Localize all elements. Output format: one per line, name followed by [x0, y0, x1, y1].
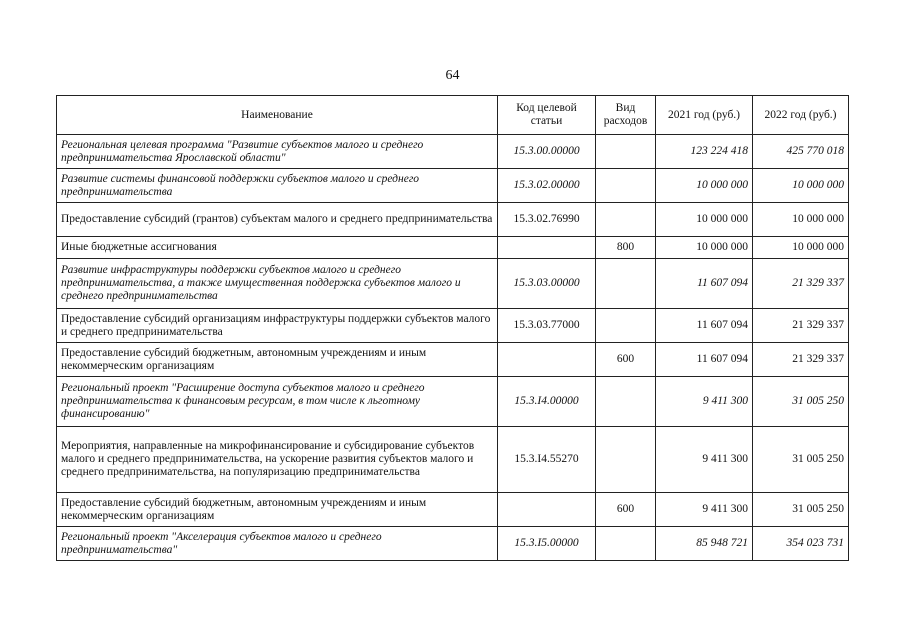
cell-2022: 31 005 250	[753, 377, 849, 427]
cell-2022: 31 005 250	[753, 427, 849, 493]
table-body	[57, 135, 849, 561]
cell-2021: 123 224 418	[656, 135, 753, 169]
cell-2021: 85 948 721	[656, 527, 753, 561]
cell-kind: 800	[596, 237, 656, 259]
cell-name: Региональная целевая программа "Развитие субъектов малого и среднего предпринимательства Ярославской области"	[57, 135, 498, 169]
cell-2022: 21 329 337	[753, 343, 849, 377]
table-row	[57, 427, 849, 493]
table-row	[57, 203, 849, 237]
cell-kind	[596, 427, 656, 493]
cell-code: 15.3.03.00000	[498, 259, 596, 309]
cell-kind	[596, 203, 656, 237]
cell-kind: 600	[596, 343, 656, 377]
cell-2021: 9 411 300	[656, 377, 753, 427]
cell-2022: 10 000 000	[753, 169, 849, 203]
table-row	[57, 309, 849, 343]
cell-kind	[596, 135, 656, 169]
cell-name: Региональный проект "Акселерация субъектов малого и среднего предпринимательства"	[57, 527, 498, 561]
cell-2021: 10 000 000	[656, 237, 753, 259]
column-header-kind: Вид расходов	[596, 96, 656, 135]
cell-2021: 11 607 094	[656, 343, 753, 377]
table-header-row	[57, 96, 849, 135]
cell-2021: 11 607 094	[656, 309, 753, 343]
cell-2022: 10 000 000	[753, 237, 849, 259]
cell-name: Развитие системы финансовой поддержки субъектов малого и среднего предпринимательства	[57, 169, 498, 203]
table-row	[57, 135, 849, 169]
table-row	[57, 493, 849, 527]
cell-code: 15.3.00.00000	[498, 135, 596, 169]
cell-kind	[596, 527, 656, 561]
cell-code: 15.3.02.76990	[498, 203, 596, 237]
table-row	[57, 377, 849, 427]
cell-code: 15.3.03.77000	[498, 309, 596, 343]
cell-2021: 11 607 094	[656, 259, 753, 309]
cell-kind	[596, 169, 656, 203]
cell-name: Предоставление субсидий бюджетным, автономным учреждениям и иным некоммерческим организациям	[57, 343, 498, 377]
cell-2022: 21 329 337	[753, 259, 849, 309]
cell-2021: 10 000 000	[656, 203, 753, 237]
cell-2022: 425 770 018	[753, 135, 849, 169]
table-row	[57, 343, 849, 377]
cell-kind	[596, 259, 656, 309]
cell-name: Предоставление субсидий бюджетным, автономным учреждениям и иным некоммерческим организациям	[57, 493, 498, 527]
cell-2022: 354 023 731	[753, 527, 849, 561]
cell-code: 15.3.I4.55270	[498, 427, 596, 493]
cell-code	[498, 493, 596, 527]
column-header-2022: 2022 год (руб.)	[753, 96, 849, 135]
cell-2022: 31 005 250	[753, 493, 849, 527]
column-header-name: Наименование	[57, 96, 498, 135]
table-row	[57, 259, 849, 309]
cell-2021: 9 411 300	[656, 427, 753, 493]
budget-table	[56, 95, 849, 561]
cell-2022: 21 329 337	[753, 309, 849, 343]
table-row	[57, 237, 849, 259]
cell-code	[498, 343, 596, 377]
cell-2022: 10 000 000	[753, 203, 849, 237]
cell-name: Региональный проект "Расширение доступа субъектов малого и среднего предпринимательства к финансовым ресурсам, в том числе к льготному финансированию"	[57, 377, 498, 427]
table-row	[57, 169, 849, 203]
table-row	[57, 527, 849, 561]
cell-2021: 9 411 300	[656, 493, 753, 527]
page-number: 64	[445, 68, 460, 83]
cell-name: Развитие инфраструктуры поддержки субъектов малого и среднего предпринимательства, а также имущественная поддержка субъектов малого и среднего предпринимательства	[57, 259, 498, 309]
column-header-2021: 2021 год (руб.)	[656, 96, 753, 135]
cell-2021: 10 000 000	[656, 169, 753, 203]
cell-code: 15.3.I4.00000	[498, 377, 596, 427]
cell-kind	[596, 377, 656, 427]
cell-name: Предоставление субсидий (грантов) субъектам малого и среднего предпринимательства	[57, 203, 498, 237]
cell-name: Мероприятия, направленные на микрофинансирование и субсидирование субъектов малого и среднего предпринимательства, на ускорение развития субъектов малого и среднего предпринимательства, на популяризацию предпринимательства	[57, 427, 498, 493]
cell-name: Иные бюджетные ассигнования	[57, 237, 498, 259]
cell-code: 15.3.02.00000	[498, 169, 596, 203]
cell-kind	[596, 309, 656, 343]
column-header-code: Код целевой статьи	[498, 96, 596, 135]
cell-code	[498, 237, 596, 259]
cell-kind: 600	[596, 493, 656, 527]
cell-code: 15.3.I5.00000	[498, 527, 596, 561]
cell-name: Предоставление субсидий организациям инфраструктуры поддержки субъектов малого и среднего предпринимательства	[57, 309, 498, 343]
